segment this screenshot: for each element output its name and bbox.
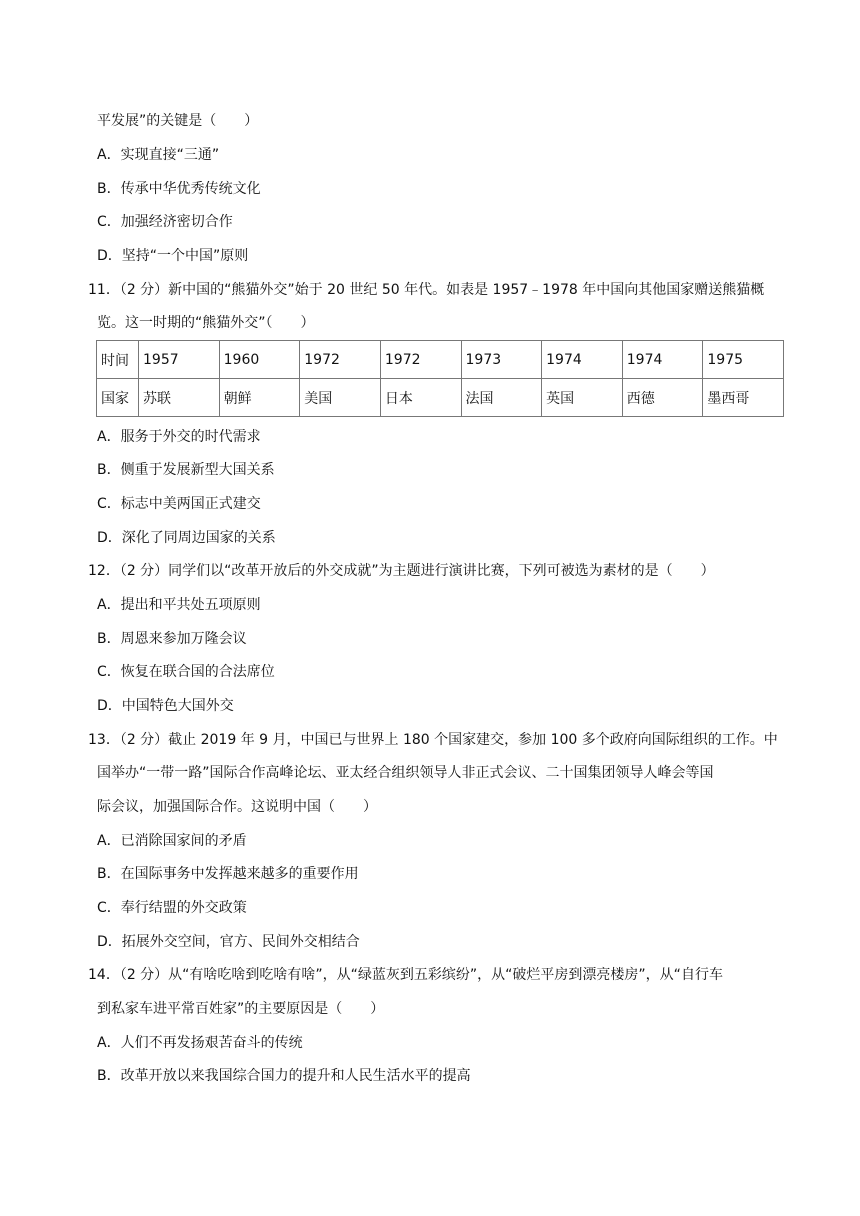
table-cell: 国家	[97, 379, 139, 417]
table-cell: 墨西哥	[703, 379, 784, 417]
table-cell: 1974	[622, 341, 703, 379]
q11-option-a: A．服务于外交的时代需求	[97, 429, 261, 445]
table-cell: 1960	[219, 341, 300, 379]
q10-option-b: B．传承中华优秀传统文化	[97, 181, 261, 197]
q14-option-b: B．改革开放以来我国综合国力的提升和人民生活水平的提高	[97, 1068, 471, 1084]
q14-option-a: A．人们不再发扬艰苦奋斗的传统	[97, 1035, 303, 1051]
q13-option-b: B．在国际事务中发挥越来越多的重要作用	[97, 866, 359, 882]
q13-stem-line-1: 13．（2 分）截止 2019 年 9 月，中国已与世界上 180 个国家建交，参加 100 多个政府向国际组织的工作。中	[88, 732, 778, 748]
table-cell: 1975	[703, 341, 784, 379]
table-cell: 法国	[461, 379, 542, 417]
q13-stem-line-2: 国举办“一带一路”国际合作高峰论坛、亚太经合组织领导人非正式会议、二十国集团领导人峰会等国	[97, 765, 714, 781]
q13-stem-line-3: 际会议，加强国际合作。这说明中国（ ）	[97, 799, 377, 815]
q13-option-a: A．已消除国家间的矛盾	[97, 833, 247, 849]
q11-stem-line-1: 11．（2 分）新中国的“熊猫外交”始于 20 世纪 50 年代。如表是 1957﹣1978 年中国向其他国家赠送熊猫概	[88, 282, 765, 298]
q10-option-c: C．加强经济密切合作	[97, 214, 233, 230]
q11-option-c: C．标志中美两国正式建交	[97, 496, 261, 512]
table-row-year	[97, 341, 784, 379]
table-cell: 1972	[380, 341, 461, 379]
q11-stem-line-2: 览。这一时期的“熊猫外交”（ ）	[97, 315, 315, 331]
table-row-country	[97, 379, 784, 417]
q10-option-d: D．坚持“一个中国”原则	[97, 248, 249, 264]
table-cell: 苏联	[139, 379, 220, 417]
q12-option-c: C．恢复在联合国的合法席位	[97, 664, 275, 680]
q12-option-d: D．中国特色大国外交	[97, 698, 234, 714]
q11-option-b: B．侧重于发展新型大国关系	[97, 462, 275, 478]
q13-option-d: D．拓展外交空间，官方、民间外交相结合	[97, 934, 360, 950]
table-cell: 西德	[622, 379, 703, 417]
panda-gift-table	[96, 340, 784, 417]
q10-option-a: A．实现直接“三通”	[97, 147, 220, 163]
q12-option-a: A．提出和平共处五项原则	[97, 597, 261, 613]
q14-stem-line-1: 14．（2 分）从“有啥吃啥到吃啥有啥”，从“绿蓝灰到五彩缤纷”，从“破烂平房到漂亮楼房”，从“自行车	[88, 967, 723, 983]
table-cell: 英国	[542, 379, 623, 417]
table-cell: 朝鲜	[219, 379, 300, 417]
q12-option-b: B．周恩来参加万隆会议	[97, 631, 247, 647]
table-cell: 1957	[139, 341, 220, 379]
table-cell: 1972	[300, 341, 381, 379]
q12-stem-line-1: 12．（2 分）同学们以“改革开放后的外交成就”为主题进行演讲比赛，下列可被选为素材的是（ ）	[88, 563, 715, 579]
table-cell: 时间	[97, 341, 139, 379]
q13-option-c: C．奉行结盟的外交政策	[97, 900, 247, 916]
table-cell: 日本	[380, 379, 461, 417]
table-cell: 1974	[542, 341, 623, 379]
q10-stem-tail: 平发展”的关键是（ ）	[97, 113, 259, 129]
table-cell: 美国	[300, 379, 381, 417]
table-cell: 1973	[461, 341, 542, 379]
q11-option-d: D．深化了同周边国家的关系	[97, 530, 276, 546]
q14-stem-line-2: 到私家车进平常百姓家”的主要原因是（ ）	[97, 1001, 385, 1017]
